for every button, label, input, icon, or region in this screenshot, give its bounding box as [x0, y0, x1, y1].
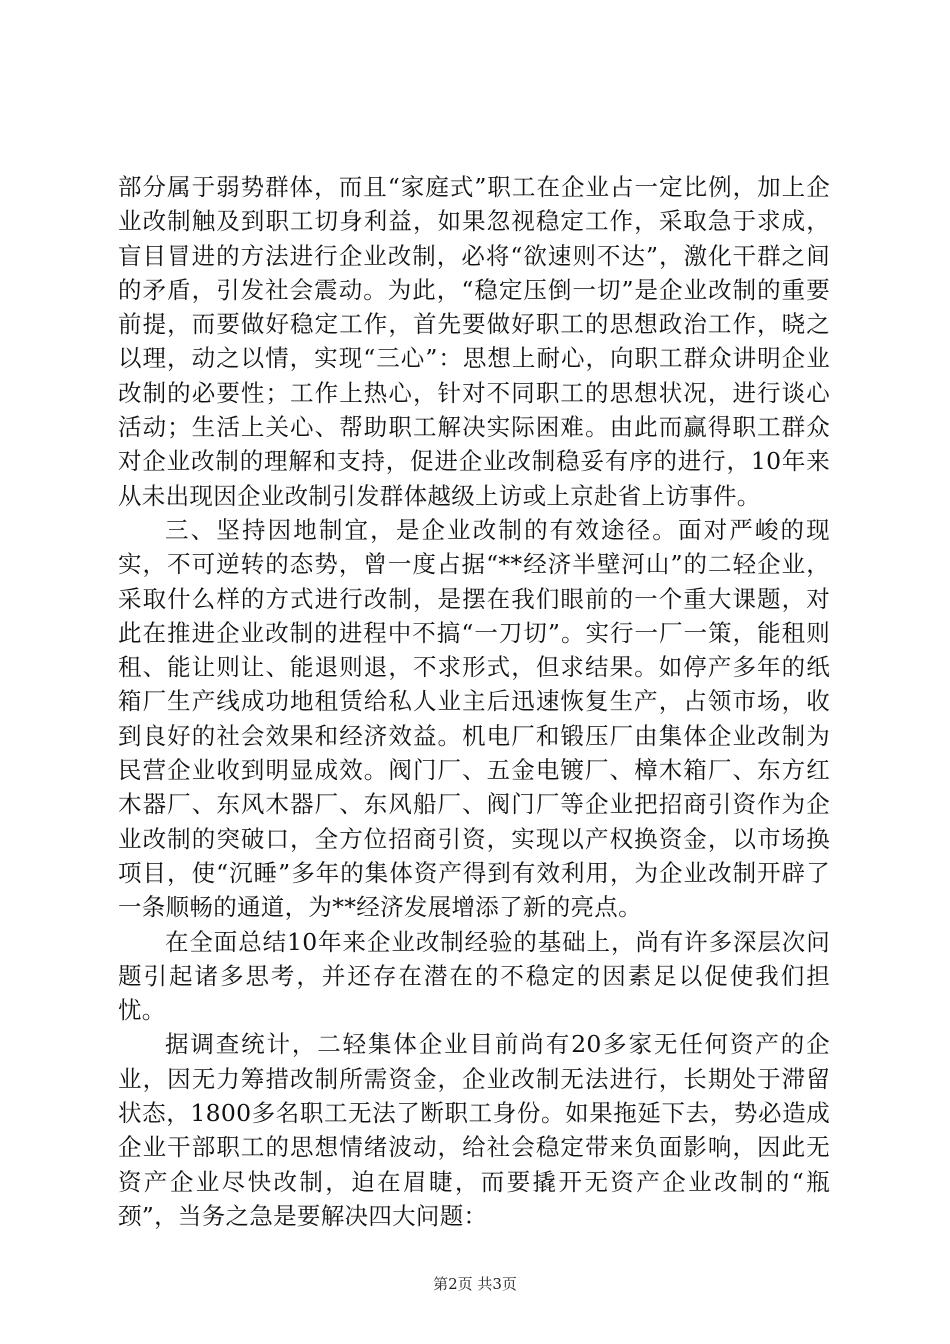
document-body [118, 170, 830, 1233]
paragraph-survey: 据调查统计，二轻集体企业目前尚有20多家无任何资产的企业，因无力筹措改制所需资金，企业改制无法进行，长期处于滞留状态，1800多名职工无法了断职工身份。如果拖延下去，势必造成企业干部职工的思想情绪波动，给社会稳定带来负面影响，因此无资产企业尽快改制，迫在眉睫，而要撬开无资产企业改制的“瓶颈”，当务之急是要解决四大问题： [118, 1030, 830, 1230]
paragraph-continuation: 部分属于弱势群体，而且“家庭式”职工在企业占一定比例，加上企业改制触及到职工切身利益，如果忽视稳定工作，采取急于求成，盲目冒进的方法进行企业改制，必将“欲速则不达”，激化干群之间的矛盾，引发社会震动。为此，“稳定压倒一切”是企业改制的重要前提，而要做好稳定工作，首先要做好职工的思想政治工作，晓之以理，动之以情，实现“三心”：思想上耐心，向职工群众讲明企业改制的必要性；工作上热心，针对不同职工的思想状况，进行谈心活动；生活上关心、帮助职工解决实际困难。由此而赢得职工群众对企业改制的理解和支持，促进企业改制稳妥有序的进行，10年来从未出现因企业改制引发群体越级上访或上京赴省上访事件。 [118, 173, 830, 510]
paragraph-section-three: 三、坚持因地制宜，是企业改制的有效途径。面对严峻的现实，不可逆转的态势，曾一度占据“**经济半壁河山”的二轻企业，采取什么样的方式进行改制，是摆在我们眼前的一个重大课题，对此在推进企业改制的进程中不搞“一刀切”。实行一厂一策，能租则租、能让则让、能退则退，不求形式，但求结果。如停产多年的纸箱厂生产线成功地租赁给私人业主后迅速恢复生产，占领市场，收到良好的社会效果和经济效益。机电厂和锻压厂由集体企业改制为民营企业收到明显成效。阀门厂、五金电镀厂、樟木箱厂、东方红木器厂、东风木器厂、东风船厂、阀门厂等企业把招商引资作为企业改制的突破口，全方位招商引资，实现以产权换资金，以市场换项目，使“沉睡”多年的集体资产得到有效利用，为企业改制开辟了一条顺畅的通道，为**经济发展增添了新的亮点。 [118, 515, 830, 922]
page-footer: 第2页 共3页 [433, 1275, 517, 1293]
paragraph-summary: 在全面总结10年来企业改制经验的基础上，尚有许多深层次问题引起诸多思考，并还存在潜在的不稳定的因素足以促使我们担忧。 [118, 927, 830, 1025]
